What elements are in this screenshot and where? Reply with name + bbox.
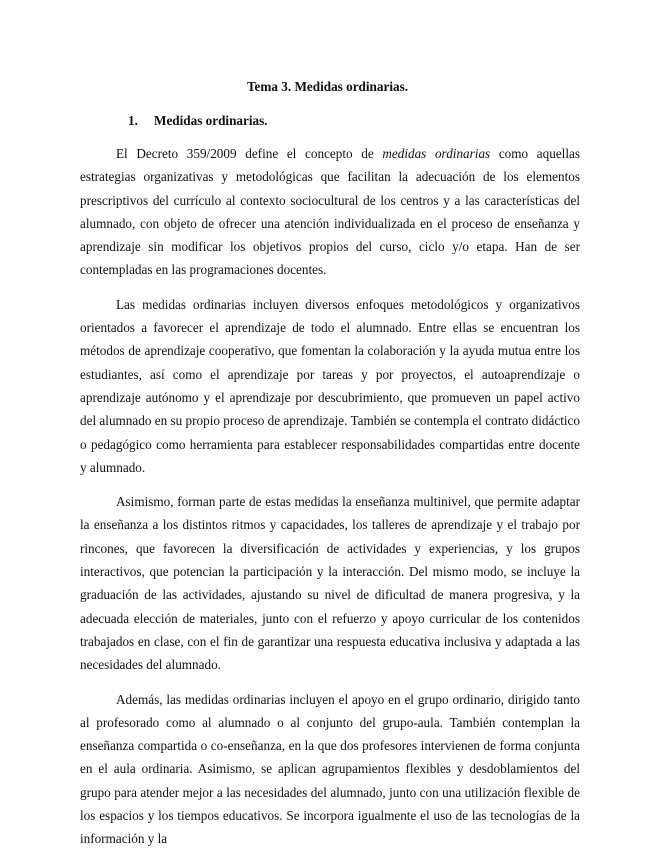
- paragraph-1-emphasis: medidas ordinarias: [382, 146, 491, 161]
- section-heading-text: Medidas ordinarias.: [154, 113, 268, 128]
- paragraph-2: Las medidas ordinarias incluyen diversos enfoques metodológicos y organizativos orientados a favorecer el aprendizaje de todo el alumnado. Entre ellas se encuentran los métodos de aprendizaje cooperativo, que fomentan la colaboración y la ayuda mutua entre los estudiantes, así como el aprendizaje por tareas y por proyectos, el autoaprendizaje o aprendizaje autónomo y el aprendizaje por descubrimiento, que promueven un papel activo del alumnado en su propio proceso de aprendizaje. También se contempla el contrato didáctico o pedagógico como herramienta para establecer responsabilidades compartidas entre docente y alumnado.: [80, 296, 580, 475]
- section-number: 1.: [128, 113, 138, 128]
- paragraph-1: [80, 142, 580, 282]
- paragraph-3: Asimismo, forman parte de estas medidas la enseñanza multinivel, que permite adaptar la enseñanza a los distintos ritmos y capacidades, los talleres de aprendizaje y el trabajo por rincones, que favorecen la diversificación de actividades y experiencias, y los grupos interactivos, que potencian la participación y la interacción. Del mismo modo, se incluye la graduación de las actividades, ajustando su nivel de dificultad de manera progresiva, y la adecuada elección de materiales, junto con el refuerzo y apoyo curricular de los contenidos trabajados en clase, con el fin de garantizar una respuesta educativa inclusiva y adaptada a las necesidades del alumnado.: [80, 494, 580, 673]
- paragraph-4: Además, las medidas ordinarias incluyen el apoyo en el grupo ordinario, dirigido tanto al profesorado como al alumnado o al conjunto del grupo-aula. También contemplan la enseñanza compartida o co-enseñanza, en la que dos profesores intervienen de forma conjunta en el aula ordinaria. Asimismo, se aplican agrupamientos flexibles y desdoblamientos del grupo para atender mejor a las necesidades del alumnado, junto con una utilización flexible de los espacios y los tiempos educativos. Se incorpora igualmente el uso de las tecnologías de la información y la: [80, 691, 580, 847]
- paragraph-1-text-end: como aquellas estrategias organizativas y metodológicas que facilitan la adecuación de los elementos prescriptivos del currículo al contexto sociocultural de los centros y a las características del alumnado, con objeto de ofrecer una atención individualizada en el proceso de enseñanza y aprendizaje sin modificar los objetivos propios del curso, ciclo y/o etapa. Han de ser contempladas en las programaciones docentes.: [80, 146, 580, 278]
- paragraph-1-text-start: El Decreto 359/2009 define el concepto de: [116, 146, 383, 161]
- document-body: [80, 142, 580, 862]
- section-heading: [128, 112, 268, 130]
- document-title: Tema 3. Medidas ordinarias.: [246, 79, 409, 94]
